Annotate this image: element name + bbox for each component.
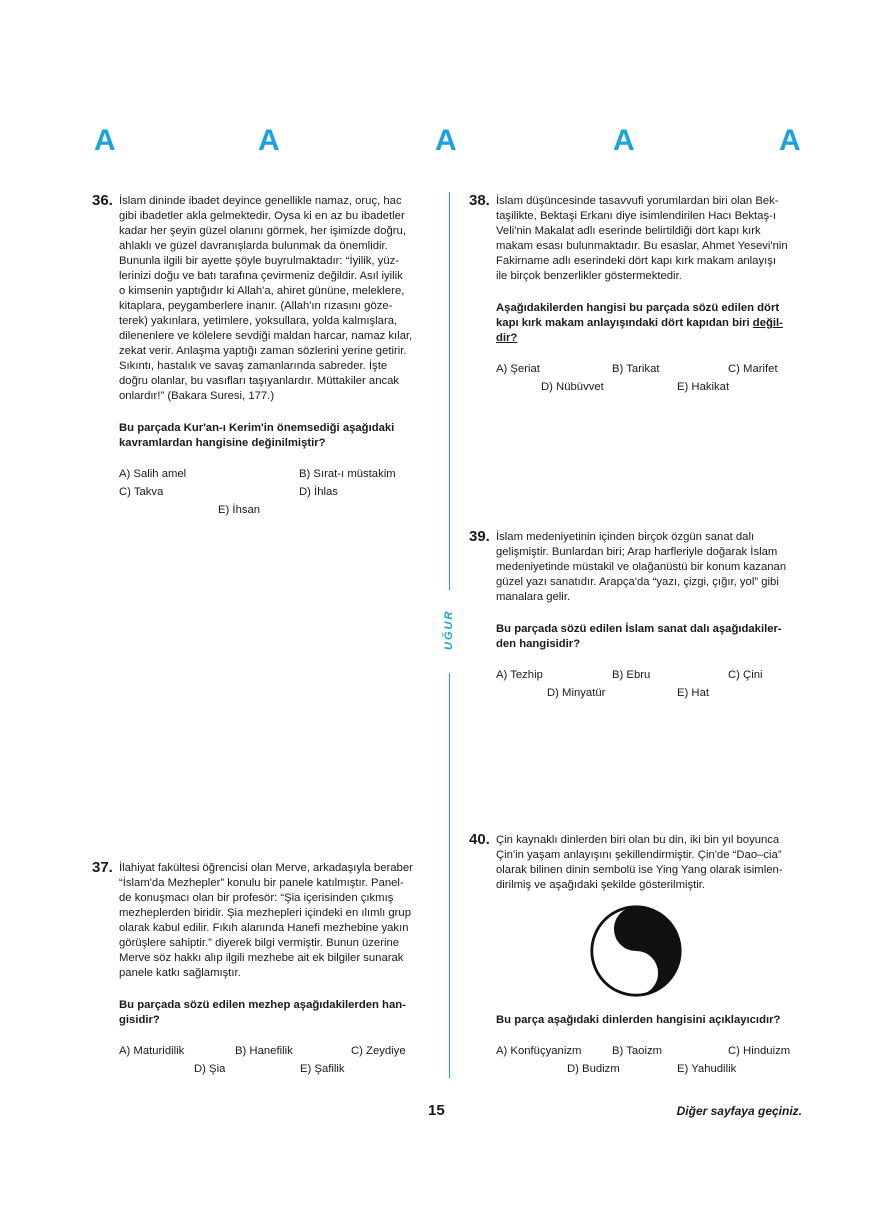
option-b[interactable]: B) Taoizm (612, 1045, 663, 1057)
option-d[interactable]: D) Budizm (567, 1063, 620, 1075)
option-b[interactable]: B) Hanefilik (235, 1045, 293, 1057)
booklet-letter: A (94, 124, 116, 157)
question-text: Çin kaynaklı dinlerden biri olan bu din, iki bin yıl boyunca Çin'in yaşam anlayışını şekillendirmiştir. Çin'de “Dao–cia” olarak bilinen dinin sembolü ise Ying Yang olarak isimlen- dirilmiş ve aşağıdaki şekilde gösterilmiştir. (496, 834, 783, 891)
option-b[interactable]: B) Ebru (612, 669, 651, 681)
question-text: İslam dininde ibadet deyince genellikle namaz, oruç, hac gibi ibadetler akla gelmektedir. Oysa ki en az bu ibadetler kadar her şeyin güzel olanını görmek, her işimizde doğru, ahlaklı ve güzel davranışlarda bulunmak da önemlidir. Bununla ilgili bir ayette şöyle buyrulmaktadır: “İyilik, yüz- lerinizi doğu ve batı tarafına çevirmeniz değildir. Asıl iyilik o kimsenin yaptığıdır ki Allah'a, ahiret gününe, meleklere, kitaplara, peygamberlere inanır. (Allah'ın rızasını göze- terek) yakınlara, yetimlere, yoksullara, yolda kalmışlara, dilenenlere ve kölelere sevdiği maldan harcar, namaz kılar, zekat verir. Anlaşma yaptığı zaman sözlerini yerine getirir. Sıkıntı, hastalık ve savaş zamanlarında sabreder. İşte doğru olanlar, bu vasıfları taşıyanlardır. Müttakiler ancak onlardır!” (Bakara Suresi, 177.) (119, 195, 413, 402)
negation-emphasis: değil- (752, 317, 783, 329)
option-a[interactable]: A) Tezhip (496, 669, 543, 681)
option-e[interactable]: E) Hat (677, 687, 710, 699)
question-36 (92, 194, 432, 528)
option-a[interactable]: A) Salih amel (119, 468, 187, 480)
option-d[interactable]: D) Şia (194, 1063, 226, 1075)
question-stem: Bu parçada Kur'an-ı Kerim'in önemsediği aşağıdaki kavramlardan hangisine değinilmiştir? (119, 422, 395, 449)
question-text: İslam düşüncesinde tasavvufi yorumlardan biri olan Bek- taşilikte, Bektaşi Erkanı diye isimlendirilen Hacı Bektaş-ı Veli'nin Makalat adlı eserinde belirtildiği dört kapı kırk makam esası bulunmaktadır. Bu esaslar, Ahmet Yesevi'nin Fakirname adlı eserindeki dört kapı kırk makam anlayışı ile birçok benzerlikler göstermektedir. (496, 195, 788, 282)
option-e[interactable]: E) Yahudilik (677, 1063, 737, 1075)
question-number: 36. (92, 192, 113, 209)
option-a[interactable]: A) Maturidilik (119, 1045, 185, 1057)
column-divider (449, 673, 450, 1078)
option-e[interactable]: E) İhsan (218, 504, 261, 516)
option-c[interactable]: C) Takva (119, 486, 164, 498)
question-number: 38. (469, 192, 490, 209)
question-stem: Aşağıdakilerden hangisi bu parçada sözü edilen dört kapı kırk makam anlayışındaki dört kapıdan biri değil- dir? (496, 302, 783, 344)
question-38 (469, 194, 809, 423)
option-c[interactable]: C) Marifet (728, 363, 778, 375)
question-39 (469, 530, 809, 729)
option-e[interactable]: E) Hakikat (677, 381, 730, 393)
option-e[interactable]: E) Şafilik (300, 1063, 345, 1075)
option-a[interactable]: A) Şeriat (496, 363, 540, 375)
column-divider (449, 192, 450, 590)
page-number: 15 (428, 1102, 445, 1119)
question-stem: Bu parçada sözü edilen İslam sanat dalı aşağıdakiler- den hangisidir? (496, 623, 782, 650)
question-number: 37. (92, 859, 113, 876)
option-c[interactable]: C) Zeydiye (351, 1045, 406, 1057)
option-a[interactable]: A) Konfüçyanizm (496, 1045, 582, 1057)
question-stem: Bu parçada sözü edilen mezhep aşağıdakilerden han- gisidir? (119, 999, 406, 1026)
option-b[interactable]: B) Sırat-ı müstakim (299, 468, 396, 480)
figure-container (496, 893, 809, 1001)
footer-note: Diğer sayfaya geçiniz. (676, 1104, 802, 1118)
question-text: İslam medeniyetinin içinden birçok özgün sanat dalı gelişmiştir. Bunlardan biri; Arap harfleriyle doğarak İslam medeniyetinde müstakil ve olağanüstü bir konum kazanan güzel yazı sanatıdır. Arapça'da “yazı, çizgi, çığır, yol” gibi manalara gelir. (496, 531, 787, 603)
question-37 (92, 861, 432, 1105)
option-d[interactable]: D) Minyatür (547, 687, 606, 699)
option-d[interactable]: D) İhlas (299, 486, 338, 498)
question-text: İlahiyat fakültesi öğrencisi olan Merve, arkadaşıyla beraber “İslam'da Mezhepler” konulu bir panele katılmıştır. Panel- de konuşmacı olan bir profesör: “Şia içerisinden çıkmış mezheplerden biridir. Şia mezhepleri içindeki en ılımlı grup olarak kabul edilir. Fıkıh alanında Hanefi mezhebine yakın görüşlere sahiptir.” diyerek bilgi vermiştir. Bunun üzerine Merve söz hakkı alıp ilgili mezhebe ait ek bilgiler sunarak panele katkı sağlamıştır. (119, 862, 413, 979)
option-d[interactable]: D) Nübüvvet (541, 381, 604, 393)
booklet-letter: A (435, 124, 457, 157)
question-40 (469, 833, 809, 1105)
option-c[interactable]: C) Hinduizm (728, 1045, 791, 1057)
answer-options (119, 468, 432, 528)
answer-options (119, 1045, 432, 1105)
booklet-letter: A (613, 124, 635, 157)
yin-yang-icon (589, 904, 683, 998)
booklet-letter: A (258, 124, 280, 157)
question-number: 40. (469, 831, 490, 848)
answer-options (496, 669, 809, 729)
answer-options (496, 363, 809, 423)
question-number: 39. (469, 528, 490, 545)
publisher-side-label: UĞUR (443, 609, 455, 651)
answer-options (496, 1045, 809, 1105)
booklet-letter: A (779, 124, 801, 157)
option-c[interactable]: C) Çini (728, 669, 763, 681)
question-stem: Bu parça aşağıdaki dinlerden hangisini açıklayıcıdır? (496, 1014, 781, 1026)
option-b[interactable]: B) Tarikat (612, 363, 660, 375)
